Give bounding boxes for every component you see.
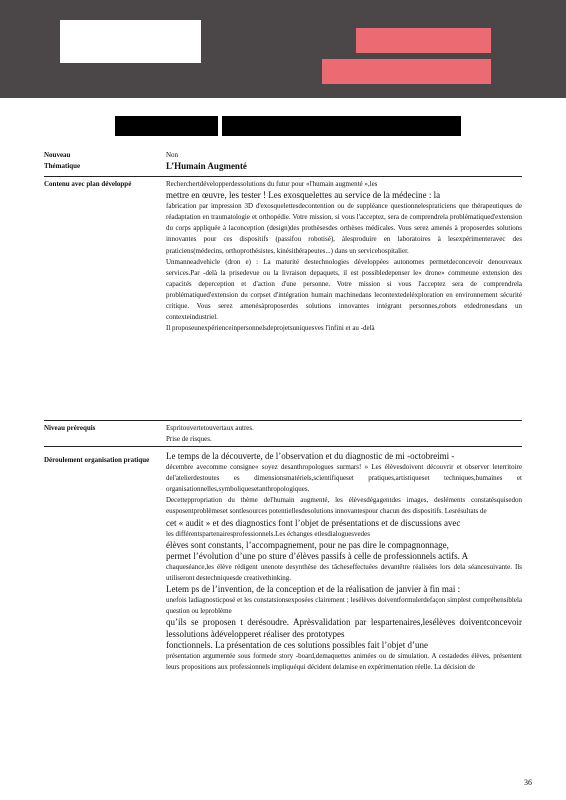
content-para-1: Recherchertdévelopperdessolutions du futur pour «l'humain augmenté »,les <box>166 180 378 188</box>
content-para-3: fabrication par impression 3D d'exosquelettesdecontention ou de suppléance questionnelespraticiens que thérapeutiques de réadaptation en traumatologie et orthopédie. Votre mission, si vous l'acceptez, sera de comprendrela problématiqued'extension du corps appliquée à laconception (design)des prothèsesdes orthèses médicales. Vous serez amenés à proposerdes solutions innovantes pour ces dispositifs (passifou robotisé), àlesproduire en laboratoires à lesexpérimenteravec des praticiens(médecins, orthoprothésistes, kinésithérapeutes...) dans un servicehospitalier. <box>166 202 522 255</box>
prereq-line-2: Prise de risques. <box>166 435 212 444</box>
page-number: 36 <box>524 778 532 787</box>
prereq-text <box>166 421 522 446</box>
content-label: Contenu avec plan développé <box>44 180 132 188</box>
org-para-b2: unefois ladiagnosticposé et les constatsionsexposées clairement ; lesélèves doiventformulerdefaçon simplest compréhensiblela question ou leproblème <box>166 596 522 616</box>
theme-label-line1: Nouveau <box>44 151 71 159</box>
row-organisation <box>44 446 522 767</box>
theme-label-line2: Thématique <box>44 162 81 170</box>
org-para-b5: présentation argumentée sous formede story -board,demaquettes animées ou de simulation. A cestadedes élèves, présentent leurs propositions aux professionnels impliquéqui décident delamise en expérimentation réelle. La décision de <box>166 651 522 671</box>
org-para-b3: qu’ils se proposen t derésoudre. Aprèsvalidation par lespartenaires,lesélèves doiventconcevoir lessolutions àdévelopperet réaliser des prototypes <box>166 617 522 639</box>
header-tag-bottom <box>322 59 491 84</box>
prereq-line-1: Espritouvertetouvertaux autres. <box>166 424 254 432</box>
document-table <box>44 148 522 767</box>
header-banner <box>0 0 566 98</box>
org-para-a7: permet l’évolution d’une po sture d’élèves passifs à celle de professionnels actifs. A <box>166 550 469 561</box>
org-label: Déroulement organisation pratique <box>44 456 150 464</box>
prereq-label: Niveau prérequis <box>44 424 96 432</box>
org-para-a2: décembre avecomme consigne« soyez desanthropologues surmars! » Les élèvesdoivent découvrir et observer leterritoire del'atelierdestoutes es dimensionsmatériels,scientifiqueset pratiques,artistiqueset techniques,humaines et organisationnelles,symboliquesetanthropologiques. <box>166 463 522 494</box>
header-tag-top <box>356 28 491 53</box>
org-para-a4: cet « audit » et des diagnostics font l’objet de présentations et de discussions avec <box>166 517 461 528</box>
org-para-a8: chaqueséance,les élève rédigent unenote desynthèse des tâcheseffectuées devantêtre réalisées lors dela séancesuivante. Ils utiliseront destechniquesde creativethinking. <box>166 562 522 583</box>
content-para-5: Il proposeunexpérienceinpersonnelsdeprojetsuniquesves l'infini et au -delà <box>166 324 375 333</box>
logo-placeholder <box>60 20 201 63</box>
theme-name: L’Humain Augmenté <box>166 161 247 172</box>
redacted-title-right <box>222 116 461 136</box>
org-text <box>166 447 522 767</box>
theme-value <box>166 148 522 176</box>
theme-new-value: Non <box>166 151 179 159</box>
content-para-4: Unmanneadvehicle (dron e) : La maturité destechnologies développées autonomes permetdeconcevoir denouveaux services.Par -delà la prisedevue ou la livraison depaquets, il est possibledepenser le« drone» commeune extension des capacités deperception et d'action d'une personne. Votre mission si vous l'acceptez sera de comprendrela problématiqued'extension du corpset d'intégration humain machinedans lecontextedeléxploration en environnement sécurité critique. Vous serez amenésàproposerdes solutions innovantes intégrant personnes,robots etdedronesdans un contexteindustriel. <box>166 257 522 322</box>
row-prereq <box>44 420 522 446</box>
content-para-2: mettre en œuvre, les tester ! Les exosquelettes au service de la médecine : la <box>166 190 441 201</box>
redacted-title-left <box>115 116 218 136</box>
row-content <box>44 176 522 420</box>
content-text <box>166 177 522 420</box>
org-para-a5: les différentspartenairesprofessionnels.Les échanges etlesdialoguesvedes <box>166 529 370 538</box>
org-para-a1: Le temps de la découverte, de l’observation et du diagnostic de mi -octobreimi - <box>166 451 455 461</box>
org-para-a6: élèves sont constants, l’accompagnement, pour ne pas dire le compagnonnage, <box>166 539 449 550</box>
org-para-b1: Letem ps de l’invention, de la conception et de la réalisation de janvier à fin mai : <box>166 584 461 595</box>
org-para-a3: Decetteppropriation du thème del'humain augmenté, les élèvesdégagentdes images, desléments constatésquisedon eusposentproblèmeset sontlesources potentiellesdesolutions innovantespour chacun des dispositifs. Lesrésultats de <box>166 496 522 516</box>
theme-label <box>44 148 166 176</box>
row-theme <box>44 148 522 176</box>
org-para-b4: fonctionnels. La présentation de ces solutions possibles fait l’objet d’une <box>166 639 428 650</box>
